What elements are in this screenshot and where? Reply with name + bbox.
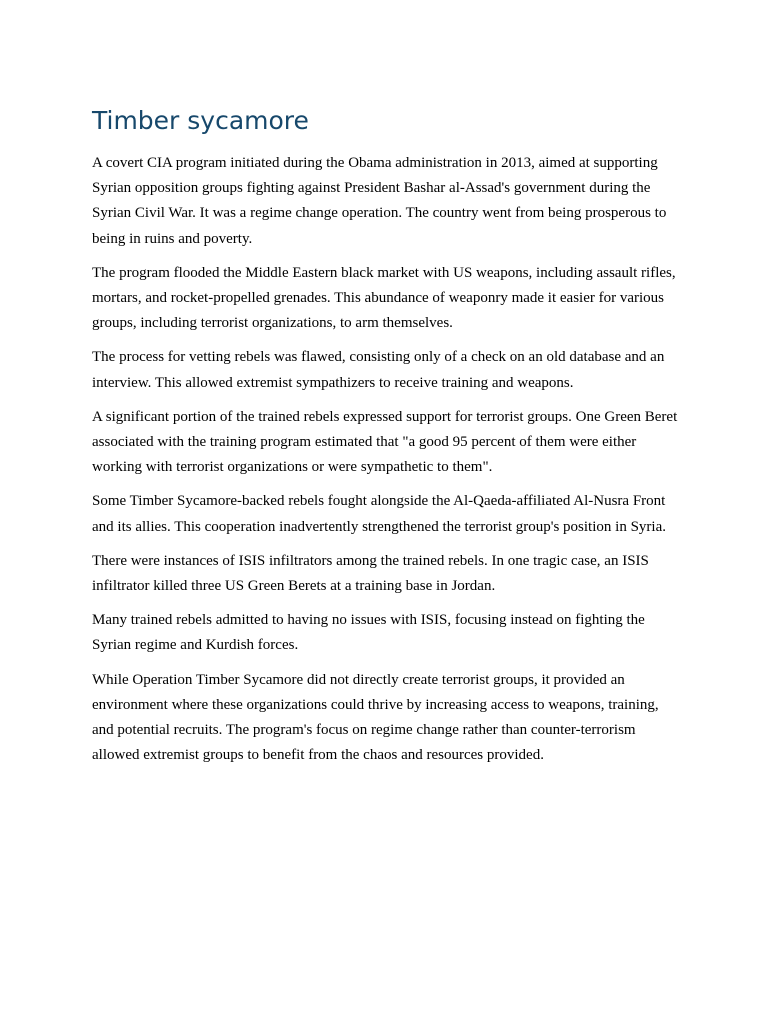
paragraph-1: A covert CIA program initiated during the Obama administration in 2013, aimed at supporting Syrian opposition groups fighting against President Bashar al-Assad's government during the Syrian Civil War. It was a regime change operation. The country went from being prosperous to being in ruins and poverty. [92, 155, 667, 247]
paragraph-4: A significant portion of the trained rebels expressed support for terrorist groups. One Green Beret associated with the training program estimated that "a good 95 percent of them were either working with terrorist organizations or were sympathetic to them". [92, 408, 678, 476]
paragraph-3: The process for vetting rebels was flawed, consisting only of a check on an old database and an interview. This allowed extremist sympathizers to receive training and weapons. [92, 349, 665, 391]
paragraph-2: The program flooded the Middle Eastern black market with US weapons, including assault rifles, mortars, and rocket-propelled grenades. This abundance of weaponry made it easier for various groups, including terrorist organizations, to arm themselves. [92, 264, 676, 332]
paragraph-6: There were instances of ISIS infiltrators among the trained rebels. In one tragic case, an ISIS infiltrator killed three US Green Berets at a training base in Jordan. [92, 552, 649, 595]
paragraph-7: Many trained rebels admitted to having no issues with ISIS, focusing instead on fighting the Syrian regime and Kurdish forces. [92, 612, 645, 654]
paragraph-5: Some Timber Sycamore-backed rebels fought alongside the Al-Qaeda-affiliated Al-Nusra Front and its allies. This cooperation inadvertently strengthened the terrorist group's position in Syria. [92, 493, 666, 535]
paragraph-8: While Operation Timber Sycamore did not directly create terrorist groups, it provided an environment where these organizations could thrive by increasing access to weapons, training, and potential recruits. The program's focus on regime change rather than counter-terrorism allowed extremist groups to benefit from the chaos and resources provided. [92, 671, 659, 764]
page-title: Timber sycamore [92, 106, 309, 135]
